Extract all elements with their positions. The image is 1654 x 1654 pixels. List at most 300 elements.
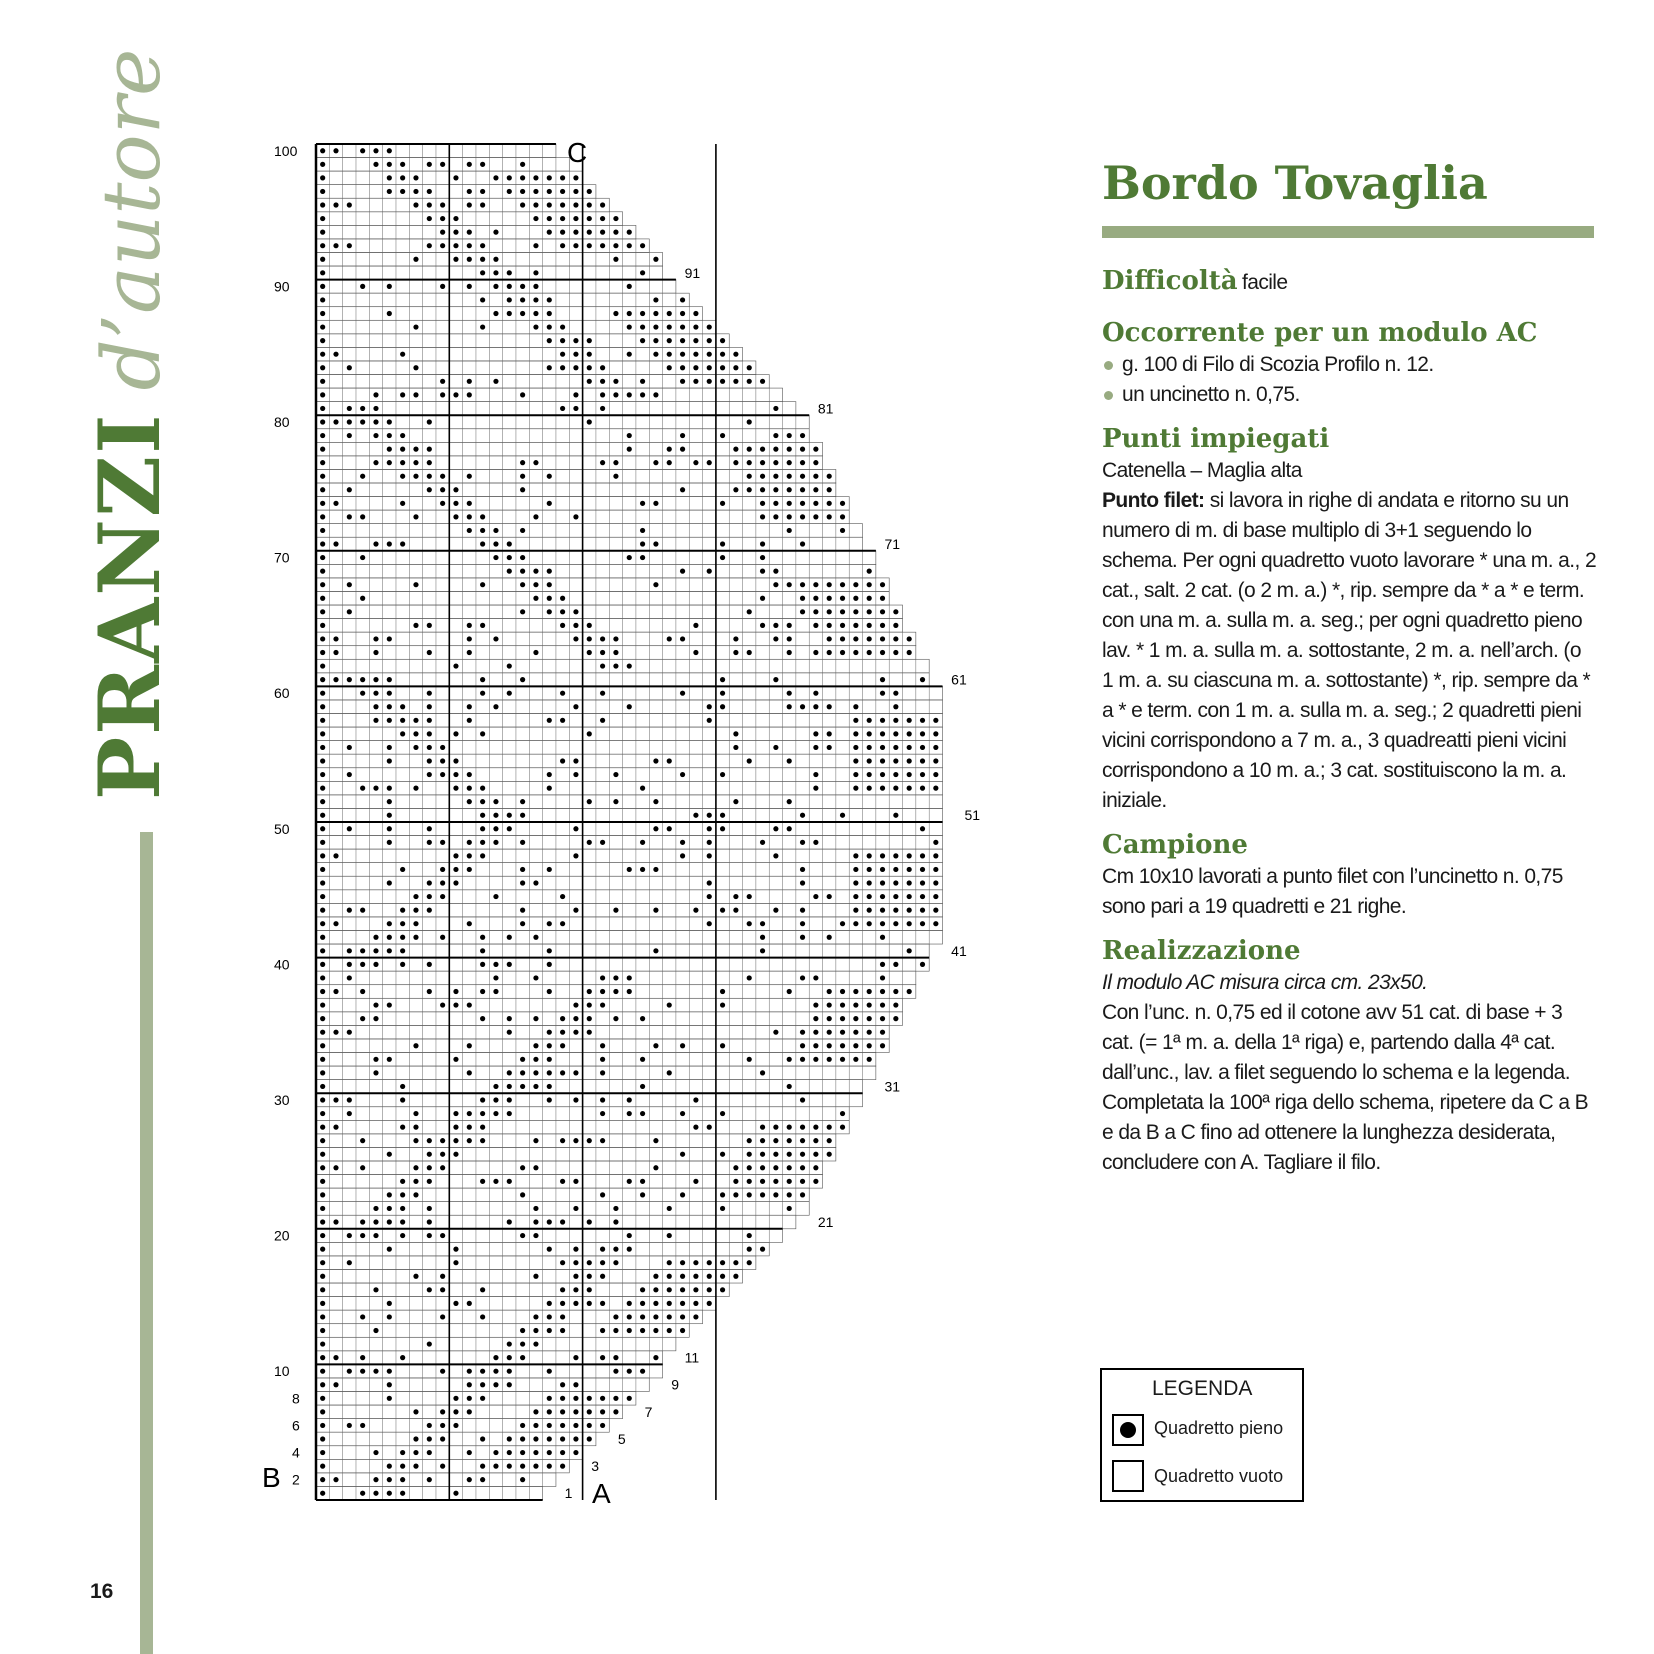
filled-square	[427, 487, 432, 492]
filled-square	[720, 826, 725, 831]
filled-square	[707, 352, 712, 357]
filled-square	[547, 1084, 552, 1089]
filled-square	[867, 1016, 872, 1021]
filled-square	[653, 1314, 658, 1319]
filled-square	[613, 663, 618, 668]
filled-square	[653, 257, 658, 262]
filled-square	[707, 813, 712, 818]
filled-square	[493, 379, 498, 384]
filled-square	[333, 989, 338, 994]
side-title-main: PRANZI	[80, 412, 179, 800]
filled-square	[320, 447, 325, 452]
filled-square	[547, 1436, 552, 1441]
filled-square	[827, 1152, 832, 1157]
filled-square	[720, 989, 725, 994]
filled-square	[400, 1219, 405, 1224]
filled-square	[787, 826, 792, 831]
filled-square	[640, 1016, 645, 1021]
filled-square	[520, 1328, 525, 1333]
filled-square	[840, 989, 845, 994]
filled-square	[880, 691, 885, 696]
filled-square	[933, 921, 938, 926]
filled-square	[867, 623, 872, 628]
filled-square	[360, 419, 365, 424]
filled-square	[827, 1016, 832, 1021]
filled-square	[440, 243, 445, 248]
filled-square	[640, 1057, 645, 1062]
filled-square	[587, 365, 592, 370]
filled-square	[800, 1125, 805, 1130]
filled-square	[373, 935, 378, 940]
filled-square	[547, 772, 552, 777]
filled-square	[480, 1179, 485, 1184]
filled-square	[613, 1355, 618, 1360]
filled-square	[360, 962, 365, 967]
filled-square	[333, 921, 338, 926]
filled-square	[360, 1369, 365, 1374]
filled-square	[933, 786, 938, 791]
filled-square	[867, 908, 872, 913]
filled-square	[320, 569, 325, 574]
filled-square	[693, 1274, 698, 1279]
filled-square	[853, 758, 858, 763]
filled-square	[827, 894, 832, 899]
filled-square	[600, 1247, 605, 1252]
filled-square	[427, 718, 432, 723]
filled-square	[507, 1219, 512, 1224]
filled-square	[413, 1138, 418, 1143]
filled-square	[427, 1179, 432, 1184]
filled-square	[560, 1179, 565, 1184]
filled-square	[640, 1301, 645, 1306]
filled-square	[560, 324, 565, 329]
filled-square	[880, 853, 885, 858]
filled-square	[813, 1016, 818, 1021]
filled-square	[560, 1301, 565, 1306]
filled-square	[840, 623, 845, 628]
filled-square	[600, 663, 605, 668]
filled-square	[640, 324, 645, 329]
filled-square	[813, 1179, 818, 1184]
filled-square	[440, 230, 445, 235]
filled-square	[893, 718, 898, 723]
filled-square	[320, 718, 325, 723]
chart-row	[316, 469, 836, 483]
filled-square	[787, 1138, 792, 1143]
filled-square	[320, 1436, 325, 1441]
filled-square	[747, 447, 752, 452]
filled-square	[507, 962, 512, 967]
filled-square	[493, 989, 498, 994]
filled-square	[520, 555, 525, 560]
filled-square	[493, 1369, 498, 1374]
filled-square	[707, 1260, 712, 1265]
filled-square	[880, 786, 885, 791]
filled-square	[760, 460, 765, 465]
filled-square	[507, 1382, 512, 1387]
filled-square	[467, 284, 472, 289]
filled-square	[773, 853, 778, 858]
filled-square	[907, 948, 912, 953]
filled-square	[440, 501, 445, 506]
filled-square	[480, 1016, 485, 1021]
filled-square	[320, 257, 325, 262]
filled-square	[840, 1016, 845, 1021]
filled-square	[347, 487, 352, 492]
filled-square	[520, 487, 525, 492]
filled-square	[427, 962, 432, 967]
filled-square	[680, 487, 685, 492]
filled-square	[320, 324, 325, 329]
filled-square	[480, 297, 485, 302]
filled-square	[560, 1219, 565, 1224]
filled-square	[427, 447, 432, 452]
filled-square	[440, 1314, 445, 1319]
filled-square	[600, 1328, 605, 1333]
filled-square	[600, 1355, 605, 1360]
filled-square	[867, 636, 872, 641]
filled-square	[827, 1030, 832, 1035]
filled-square	[320, 1369, 325, 1374]
filled-square	[827, 1138, 832, 1143]
filled-square	[533, 1206, 538, 1211]
filled-square	[800, 975, 805, 980]
filled-square	[520, 1450, 525, 1455]
filled-square	[453, 731, 458, 736]
filled-square	[413, 1192, 418, 1197]
filled-square	[707, 365, 712, 370]
filled-square	[880, 1030, 885, 1035]
filled-square	[613, 1369, 618, 1374]
filled-square	[427, 1436, 432, 1441]
filled-square	[653, 867, 658, 872]
filled-square	[867, 758, 872, 763]
filled-square	[640, 541, 645, 546]
filled-square	[320, 609, 325, 614]
filled-square	[893, 650, 898, 655]
filled-square	[547, 948, 552, 953]
filled-square	[573, 365, 578, 370]
filled-square	[627, 1396, 632, 1401]
filled-square	[800, 582, 805, 587]
filled-square	[440, 216, 445, 221]
chart-row	[316, 822, 943, 836]
filled-square	[747, 1165, 752, 1170]
filled-square	[360, 1219, 365, 1224]
filled-square	[560, 921, 565, 926]
filled-square	[427, 623, 432, 628]
filled-square	[840, 582, 845, 587]
filled-square	[880, 636, 885, 641]
filled-square	[320, 514, 325, 519]
filled-square	[373, 1369, 378, 1374]
filled-square	[360, 1314, 365, 1319]
filled-square	[533, 880, 538, 885]
filled-square	[360, 1423, 365, 1428]
filled-square	[800, 935, 805, 940]
filled-square	[613, 243, 618, 248]
filled-square	[427, 650, 432, 655]
filled-square	[773, 1179, 778, 1184]
filled-square	[707, 704, 712, 709]
filled-square	[760, 569, 765, 574]
filled-square	[320, 745, 325, 750]
filled-square	[733, 731, 738, 736]
filled-square	[933, 745, 938, 750]
filled-square	[813, 731, 818, 736]
filled-square	[427, 1287, 432, 1292]
filled-square	[693, 813, 698, 818]
filled-square	[547, 1301, 552, 1306]
filled-square	[680, 853, 685, 858]
filled-square	[347, 962, 352, 967]
filled-square	[933, 867, 938, 872]
filled-square	[493, 826, 498, 831]
filled-square	[493, 704, 498, 709]
filled-square	[680, 297, 685, 302]
filled-square	[373, 406, 378, 411]
filled-square	[573, 514, 578, 519]
filled-square	[587, 243, 592, 248]
filled-square	[920, 921, 925, 926]
filled-square	[347, 948, 352, 953]
filled-square	[667, 311, 672, 316]
filled-square	[760, 501, 765, 506]
chart-row	[316, 781, 943, 795]
filled-square	[560, 1138, 565, 1143]
filled-square	[320, 474, 325, 479]
filled-square	[560, 596, 565, 601]
filled-square	[520, 1192, 525, 1197]
filled-square	[587, 799, 592, 804]
filled-square	[680, 691, 685, 696]
filled-square	[760, 1125, 765, 1130]
filled-square	[747, 894, 752, 899]
filled-square	[440, 1423, 445, 1428]
filled-square	[787, 1125, 792, 1130]
filled-square	[747, 609, 752, 614]
filled-square	[653, 460, 658, 465]
filled-square	[880, 582, 885, 587]
filled-square	[520, 297, 525, 302]
filled-square	[853, 867, 858, 872]
filled-square	[893, 786, 898, 791]
filled-square	[427, 731, 432, 736]
filled-square	[493, 1084, 498, 1089]
filled-square	[813, 1057, 818, 1062]
filled-square	[347, 1423, 352, 1428]
filled-square	[667, 1287, 672, 1292]
filled-square	[880, 975, 885, 980]
chart-row	[316, 483, 836, 497]
page-number: 16	[90, 1580, 114, 1603]
filled-square	[560, 1016, 565, 1021]
filled-square	[853, 582, 858, 587]
filled-square	[760, 948, 765, 953]
filled-square	[800, 433, 805, 438]
filled-square	[893, 908, 898, 913]
filled-square	[533, 243, 538, 248]
filled-square	[333, 1355, 338, 1360]
filled-square	[320, 1125, 325, 1130]
filled-square	[453, 1057, 458, 1062]
filled-square	[400, 1179, 405, 1184]
filled-square	[547, 1043, 552, 1048]
filled-square	[760, 1138, 765, 1143]
filled-square	[493, 284, 498, 289]
filled-square	[840, 501, 845, 506]
filled-square	[387, 1382, 392, 1387]
filled-square	[680, 1274, 685, 1279]
filled-square	[440, 840, 445, 845]
filled-square	[893, 962, 898, 967]
filled-square	[693, 1097, 698, 1102]
filled-square	[520, 813, 525, 818]
filled-square	[493, 975, 498, 980]
filled-square	[427, 1423, 432, 1428]
filled-square	[320, 433, 325, 438]
filled-square	[427, 1206, 432, 1211]
filled-square	[920, 908, 925, 913]
filled-square	[573, 1450, 578, 1455]
filled-square	[400, 962, 405, 967]
filled-square	[733, 352, 738, 357]
filled-square	[600, 1057, 605, 1062]
filled-square	[320, 501, 325, 506]
filled-square	[467, 230, 472, 235]
filled-square	[747, 758, 752, 763]
side-title-script: d’autore	[85, 48, 178, 391]
filled-square	[427, 1165, 432, 1170]
filled-square	[347, 609, 352, 614]
filled-square	[507, 270, 512, 275]
filled-square	[787, 758, 792, 763]
filled-square	[333, 419, 338, 424]
filled-square	[840, 1030, 845, 1035]
filled-square	[733, 1179, 738, 1184]
filled-square	[453, 989, 458, 994]
filled-square	[760, 447, 765, 452]
filled-square	[480, 270, 485, 275]
filled-square	[933, 772, 938, 777]
filled-square	[747, 1057, 752, 1062]
filled-square	[680, 324, 685, 329]
filled-square	[347, 745, 352, 750]
filled-square	[400, 474, 405, 479]
filled-square	[800, 1030, 805, 1035]
filled-square	[547, 962, 552, 967]
filled-square	[667, 1301, 672, 1306]
filled-square	[640, 392, 645, 397]
filled-square	[893, 636, 898, 641]
filled-square	[920, 853, 925, 858]
filled-square	[320, 1450, 325, 1455]
filled-square	[533, 1450, 538, 1455]
filled-square	[387, 1247, 392, 1252]
filled-square	[707, 840, 712, 845]
filled-square	[600, 392, 605, 397]
filled-square	[480, 813, 485, 818]
filled-square	[520, 867, 525, 872]
filled-square	[320, 948, 325, 953]
filled-square	[453, 257, 458, 262]
filled-square	[333, 677, 338, 682]
filled-square	[747, 379, 752, 384]
chart-row	[316, 808, 943, 822]
filled-square	[493, 1111, 498, 1116]
filled-square	[507, 1016, 512, 1021]
filled-square	[400, 921, 405, 926]
filled-square	[720, 677, 725, 682]
filled-square	[720, 1111, 725, 1116]
filled-square	[787, 1057, 792, 1062]
filled-square	[400, 460, 405, 465]
filled-square	[427, 243, 432, 248]
filled-square	[387, 840, 392, 845]
filled-square	[893, 880, 898, 885]
filled-square	[520, 1464, 525, 1469]
filled-square	[467, 257, 472, 262]
filled-square	[480, 514, 485, 519]
filled-square	[653, 297, 658, 302]
filled-square	[453, 1247, 458, 1252]
filled-square	[627, 555, 632, 560]
filled-square	[560, 365, 565, 370]
filled-square	[560, 718, 565, 723]
filled-square	[613, 1206, 618, 1211]
filled-square	[467, 867, 472, 872]
filled-square	[880, 935, 885, 940]
filled-square	[600, 1396, 605, 1401]
filled-square	[720, 1043, 725, 1048]
filled-square	[653, 1301, 658, 1306]
filled-square	[560, 338, 565, 343]
filled-square	[413, 718, 418, 723]
filled-square	[613, 989, 618, 994]
chart-row	[316, 388, 783, 402]
filled-square	[493, 636, 498, 641]
filled-square	[853, 786, 858, 791]
filled-square	[853, 636, 858, 641]
filled-square	[747, 1260, 752, 1265]
filled-square	[320, 704, 325, 709]
filled-square	[880, 1002, 885, 1007]
filled-square	[413, 1179, 418, 1184]
filled-square	[880, 609, 885, 614]
filled-square	[760, 541, 765, 546]
filled-square	[920, 962, 925, 967]
filled-square	[600, 230, 605, 235]
filled-square	[573, 1396, 578, 1401]
filled-square	[373, 1002, 378, 1007]
filled-square	[320, 1016, 325, 1021]
filled-square	[627, 447, 632, 452]
filled-square	[560, 1043, 565, 1048]
filled-square	[733, 1260, 738, 1265]
filled-square	[560, 1382, 565, 1387]
filled-square	[427, 474, 432, 479]
filled-square	[827, 514, 832, 519]
filled-square	[653, 392, 658, 397]
filled-square	[600, 1070, 605, 1075]
filled-square	[480, 786, 485, 791]
filled-square	[400, 1192, 405, 1197]
filled-square	[667, 1233, 672, 1238]
filled-square	[320, 419, 325, 424]
filled-square	[813, 609, 818, 614]
filled-square	[560, 691, 565, 696]
filled-square	[880, 731, 885, 736]
